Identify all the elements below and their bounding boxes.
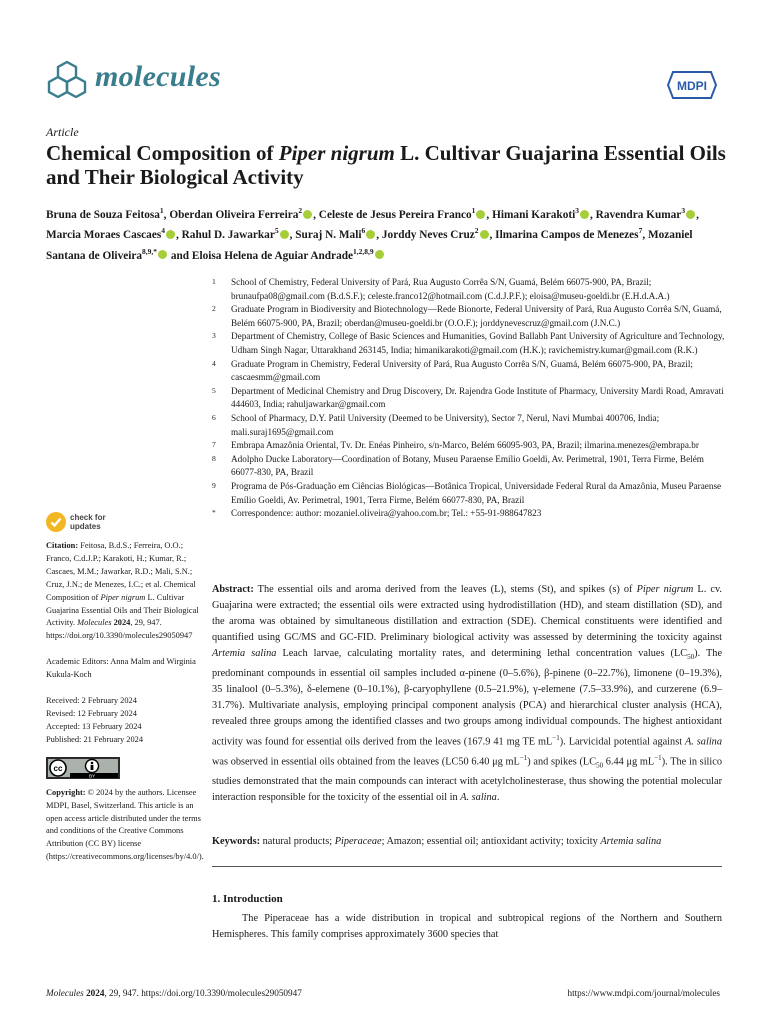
dates xyxy=(46,695,202,747)
affiliation-item xyxy=(212,439,732,453)
affiliation-text: Adolpho Ducke Laboratory—Coordination of Botany, Museu Paraense Emílio Goeldi, Av. Perimetral, 1901, Terra Firme, Belém 66077-830, PA, Brazil xyxy=(231,453,704,478)
affiliation-text: Department of Chemistry, College of Basic Sciences and Humanities, Govind Ballabh Pant University of Agriculture and Technology, Udham Singh Nagar, Uttarakhand 263145, India; himanikarakoti@gmail.com (H.K.); ravichemistry.kumar@gmail.com (R.K.) xyxy=(231,331,725,355)
date-received: Received: 2 February 2024 xyxy=(46,696,137,706)
affiliation-number: * xyxy=(212,508,216,518)
author-separator: , xyxy=(376,229,382,242)
citation: Citation: Feitosa, B.d.S.; Ferreira, O.O.; Franco, C.d.J.P.; Karakoti, H.; Kumar, R.; Cascaes, M.M.; Jawarkar, R.D.; Mali, S.N.; Cruz, J.N.; de Menezes, I.C.; et al. Chemical Composition of Piper nigrum L. Cultivar Guajarina Essential Oils and Their Biological Activity. Molecules 2024, 29, 947. https://doi.org/10.3390/molecules29050947 xyxy=(46,541,199,641)
copyright: Copyright: © 2024 by the authors. Licensee MDPI, Basel, Switzerland. This article is an open access article distributed under the terms and conditions of the Creative Commons Attribution (CC BY) license (https://creativecommons.org/licenses/by/4.0/). xyxy=(46,787,204,862)
affiliation-item xyxy=(212,412,732,439)
orcid-icon[interactable] xyxy=(480,230,489,239)
author-name: Ravendra Kumar xyxy=(595,208,682,221)
affiliation-number: 6 xyxy=(212,412,216,422)
author-list xyxy=(46,203,726,264)
svg-text:BY: BY xyxy=(88,773,96,779)
author-separator: , xyxy=(489,229,496,242)
affiliation-item xyxy=(212,453,732,480)
academic-editors: Academic Editors: Anna Malm and Wirginia Kukula-Koch xyxy=(46,657,196,680)
cc-by-license-badge[interactable] xyxy=(46,757,120,779)
affiliation-number: 2 xyxy=(212,304,216,314)
author-affiliation-marker: 8,9,* xyxy=(142,246,158,256)
author-affiliation-marker: 2 xyxy=(474,226,479,236)
author-separator: , xyxy=(590,208,596,221)
affiliation-text: Programa de Pós-Graduação em Ciências Biológicas—Botânica Tropical, Universidade Federal Rural da Amazônia, Museu Paraense Emílio Goeldi, Av. Perimetral, 1901, Terra Firme, Belém 66077-830, PA, Brazil xyxy=(231,480,722,505)
author-name: Jorddy Neves Cruz xyxy=(381,229,475,242)
author-separator: , xyxy=(486,208,493,221)
svg-text:cc: cc xyxy=(53,763,63,773)
affiliation-number: 5 xyxy=(212,385,216,395)
affiliation-text: Correspondence: author: mozaniel.oliveira@yahoo.com.br; Tel.: +55-91-988647823 xyxy=(231,508,542,519)
orcid-icon[interactable] xyxy=(476,210,485,219)
footer-journal-url[interactable]: https://www.mdpi.com/journal/molecules xyxy=(567,988,720,998)
section-heading-introduction: 1. Introduction xyxy=(212,893,283,905)
affiliation-item xyxy=(212,480,732,507)
author-name: Mozaniel Santana de Oliveira xyxy=(46,229,693,262)
article-title: Chemical Composition of Piper nigrum L. Cultivar Guajarina Essential Oils and Their Biological Activity xyxy=(46,141,726,189)
author-affiliation-marker: 2 xyxy=(298,206,303,215)
sidebar xyxy=(46,540,202,877)
footer-citation: Molecules 2024, 29, 947. https://doi.org/10.3390/molecules29050947 xyxy=(46,988,302,998)
affiliation-text: Embrapa Amazônia Oriental, Tv. Dr. Enéas Pinheiro, s/n-Marco, Belém 66095-903, PA, Brazil; ilmarina.menezes@embrapa.br xyxy=(231,440,699,451)
affiliations xyxy=(212,276,732,521)
check-updates-line1: check for xyxy=(70,513,106,522)
author-name: Ilmarina Campos de Menezes xyxy=(495,229,639,242)
affiliation-text: Department of Medicinal Chemistry and Drug Discovery, Dr. Rajendra Gode Institute of Pharmacy, University Mardi Road, Amravati 444603, India; rahuljawarkar@gmail.com xyxy=(231,385,724,410)
journal-name: molecules xyxy=(95,60,222,93)
molecules-logo-icon xyxy=(46,60,88,98)
author-separator: and xyxy=(168,249,192,262)
author-separator: , xyxy=(642,229,648,242)
author-name: Rahul D. Jawarkar xyxy=(181,229,275,242)
author-name: Suraj N. Mali xyxy=(295,229,362,242)
affiliation-item xyxy=(212,507,732,521)
author-affiliation-marker: 1 xyxy=(159,206,164,215)
orcid-icon[interactable] xyxy=(166,230,175,239)
author-separator: , xyxy=(163,208,170,221)
author-separator: , xyxy=(696,208,699,221)
orcid-icon[interactable] xyxy=(686,210,695,219)
affiliation-number: 7 xyxy=(212,440,216,450)
author-affiliation-marker: 6 xyxy=(361,226,366,236)
check-updates-icon xyxy=(46,512,66,532)
mdpi-logo-icon xyxy=(667,70,717,100)
date-published: Published: 21 February 2024 xyxy=(46,734,144,744)
author-name: Eloisa Helena de Aguiar Andrade xyxy=(191,249,354,262)
date-accepted: Accepted: 13 February 2024 xyxy=(46,721,142,731)
affiliation-text: School of Chemistry, Federal University of Pará, Rua Augusto Corrêa S/N, Guamá, Belém 66075-900, PA, Brazil; brunaufpa08@gmail.com (B.d.S.F.); celeste.franco12@hotmail.com (C.d.J.P.F.); eloisa@museu-goeldi.br (E.H.d.A.A.) xyxy=(231,277,670,301)
keywords: Keywords: natural products; Piperaceae; Amazon; essential oil; antioxidant activity; toxicity Artemia salina xyxy=(212,836,662,847)
orcid-icon[interactable] xyxy=(303,210,312,219)
affiliation-number: 3 xyxy=(212,331,216,341)
affiliation-item xyxy=(212,358,732,385)
author-name: Oberdan Oliveira Ferreira xyxy=(169,208,299,221)
affiliation-item xyxy=(212,303,732,330)
publisher-name: MDPI xyxy=(677,79,707,93)
author-affiliation-marker: 1 xyxy=(471,206,476,215)
author-name: Marcia Moraes Cascaes xyxy=(46,229,162,242)
check-for-updates-button[interactable] xyxy=(46,512,156,534)
author-separator: , xyxy=(289,229,296,242)
abstract: Abstract: The essential oils and aroma derived from the leaves (L), stems (St), and spikes (s) of Piper nigrum L. cv. Guajarina were extracted; the essential oils were extracted using hydrodistillation (HD), and steam distillation (SD), and the aroma was obtained by simultaneous distillation and extraction (SDE). Chemical constituents were identified and quantified using GC/MS and GC-FID. Preliminary biological activity was assessed by determining the toxicity against Artemia salina Leach larvae, calculating mortality rates, and determining lethal concentration values $(LC_{50})$. The predominant compounds in essential oil samples included α-pinene (0–5.6%), β-pinene (0–22.7%), limonene (0–19.3%), 35 linalool (0–5.3%), δ-elemene (0–10.1%), β-caryophyllene (0.5–21.9%), γ-elemene (7.5–33.9%), and curzerene (6.9–31.7%). Multivariate analysis, employing principal component analysis (PCA) and hierarchical cluster analysis (HCA), revealed three groups among the identified classes and two groups among individual compounds. The highest antioxidant activity was found for essential oils derived from the leaves (167.9 41 mg TE $mL^{-1}$). Larvicidal potential against A. salina was observed in essential oils obtained from the leaves (LC50 6.40 μg $mL^{-1}$) and spikes ($LC_{50}$ 6.44 μg $mL^{-1}$). The in silico studies demonstrated that the main compounds can interact with acetylcholinesterase, thus showing the potential molecular interaction responsible for the toxicity of the essential oil in A. salina. xyxy=(212,584,723,804)
orcid-icon[interactable] xyxy=(280,230,289,239)
orcid-icon[interactable] xyxy=(375,250,384,259)
affiliation-text: Graduate Program in Biodiversity and Biotechnology—Rede Bionorte, Federal University of Pará, Rua Augusto Corrêa S/N, Guamá, Belém 66075-900, PA, Brazil; oberdan@museu-goeldi.br (O.O.F.); jorddynevescruz@gmail.com (J.N.C.) xyxy=(231,304,722,328)
author-separator: , xyxy=(175,229,182,242)
section-divider xyxy=(212,866,722,867)
author-name: Himani Karakoti xyxy=(492,208,576,221)
author-affiliation-marker: 3 xyxy=(575,206,579,215)
affiliation-number: 9 xyxy=(212,480,216,490)
orcid-icon[interactable] xyxy=(580,210,589,219)
author-affiliation-marker: 7 xyxy=(638,226,643,236)
orcid-icon[interactable] xyxy=(158,250,167,259)
affiliation-number: 4 xyxy=(212,358,216,368)
affiliation-number: 1 xyxy=(212,277,216,286)
article-type: Article xyxy=(46,125,79,139)
affiliation-number: 8 xyxy=(212,453,216,463)
check-updates-line2: updates xyxy=(70,522,101,531)
affiliation-item xyxy=(212,385,732,412)
date-revised: Revised: 12 February 2024 xyxy=(46,708,137,718)
affiliation-item xyxy=(212,330,732,357)
author-affiliation-marker: 4 xyxy=(161,226,165,236)
orcid-icon[interactable] xyxy=(366,230,375,239)
affiliation-item xyxy=(212,276,732,303)
affiliation-text: School of Pharmacy, D.Y. Patil University (Deemed to be University), Sector 7, Nerul, Navi Mumbai 400706, India; mali.suraj1695@gmail.com xyxy=(231,412,660,437)
author-affiliation-marker: 5 xyxy=(274,226,279,236)
introduction-paragraph: The Piperaceae has a wide distribution in tropical and subtropical regions of the Northern and Southern Hemispheres. This family comprises approximately 3600 species that xyxy=(212,913,722,940)
author-name: Bruna de Souza Feitosa xyxy=(46,208,160,221)
affiliation-text: Graduate Program in Chemistry, Federal University of Pará, Rua Augusto Corrêa S/N, Guamá, Belém 66075-900, PA, Brazil; cascaesmm@gmail.com xyxy=(231,358,693,383)
author-separator: , xyxy=(313,208,319,221)
author-affiliation-marker: 1,2,8,9 xyxy=(353,246,374,256)
author-name: Celeste de Jesus Pereira Franco xyxy=(318,208,472,221)
author-affiliation-marker: 3 xyxy=(681,206,686,215)
